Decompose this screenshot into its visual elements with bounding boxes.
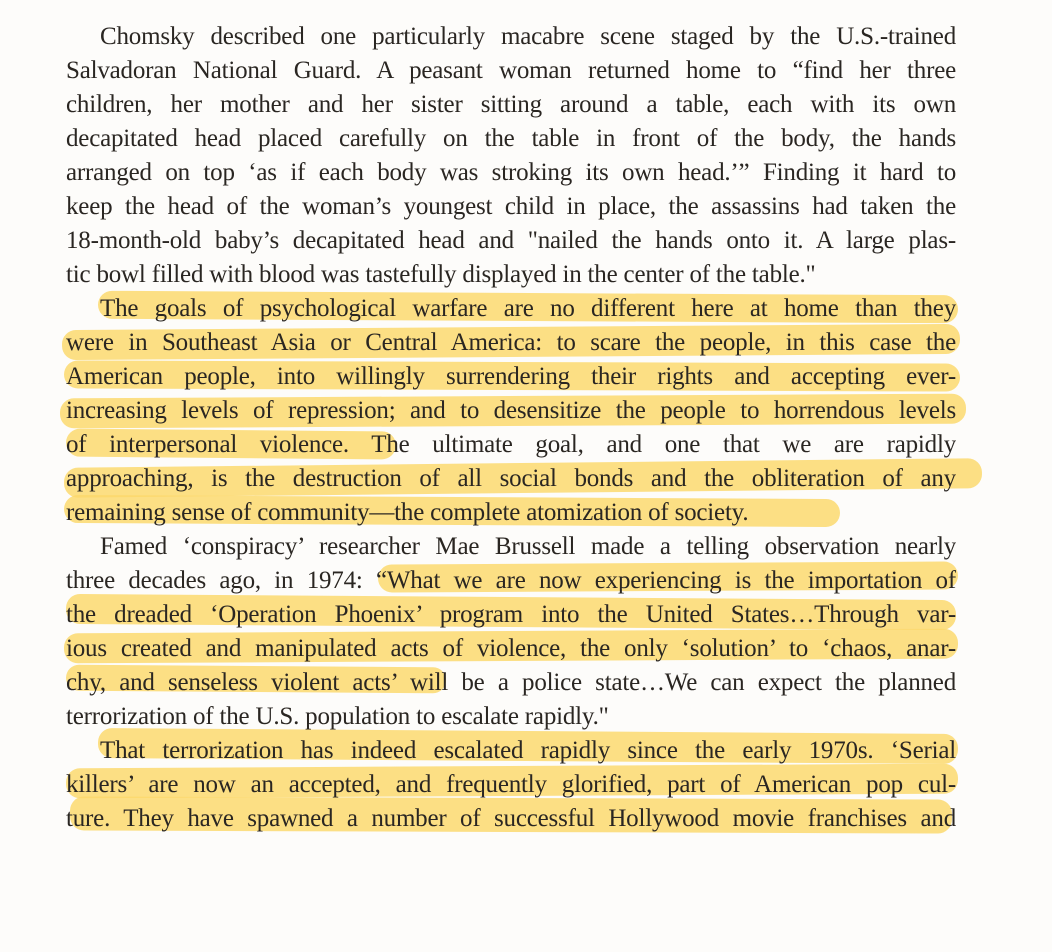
text-line: ious created and manipulated acts of violence, the only ‘solution’ to ‘chaos, anar- [66,635,956,662]
text-line: American people, into willingly surrendering their rights and accepting ever- [66,363,956,390]
text-line: approaching, is the destruction of all social bonds and the obliteration of any [66,465,956,492]
text-line: decapitated head placed carefully on the table in front of the body, the hands [66,125,956,152]
text-line: ture. They have spawned a number of successful Hollywood movie franchises and [66,805,956,832]
text-line: were in Southeast Asia or Central America: to scare the people, in this case the [66,329,956,356]
text-line: The goals of psychological warfare are no different here at home than they [100,295,956,322]
text-line: increasing levels of repression; and to desensitize the people to horrendous levels [66,397,956,424]
text-line: chy, and senseless violent acts’ will be a police state…We can expect the planned [66,669,956,696]
text-line: keep the head of the woman’s youngest child in place, the assassins had taken the [66,193,956,220]
text-line: the dreaded ‘Operation Phoenix’ program into the United States…Through var- [66,601,956,628]
text-line: That terrorization has indeed escalated rapidly since the early 1970s. ‘Serial [100,737,956,764]
text-line: Chomsky described one particularly macabre scene staged by the U.S.-trained [100,23,956,50]
text-line: 18-month-old baby’s decapitated head and "nailed the hands onto it. A large plas- [66,227,956,254]
text-line: three decades ago, in 1974: “What we are now experiencing is the importation of [66,567,956,594]
text-line: arranged on top ‘as if each body was stroking its own head.’” Finding it hard to [66,159,956,186]
text-line: terrorization of the U.S. population to escalate rapidly." [66,703,609,730]
text-line: remaining sense of community—the complete atomization of society. [66,499,749,526]
text-line: Famed ‘conspiracy’ researcher Mae Brussell made a telling observation nearly [100,533,956,560]
text-line: of interpersonal violence. The ultimate goal, and one that we are rapidly [66,431,956,458]
text-line: tic bowl filled with blood was tastefully displayed in the center of the table." [66,261,816,288]
text-line: children, her mother and her sister sitting around a table, each with its own [66,91,956,118]
text-line: Salvadoran National Guard. A peasant woman returned home to “find her three [66,57,956,84]
text-line: killers’ are now an accepted, and frequently glorified, part of American pop cul- [66,771,956,798]
